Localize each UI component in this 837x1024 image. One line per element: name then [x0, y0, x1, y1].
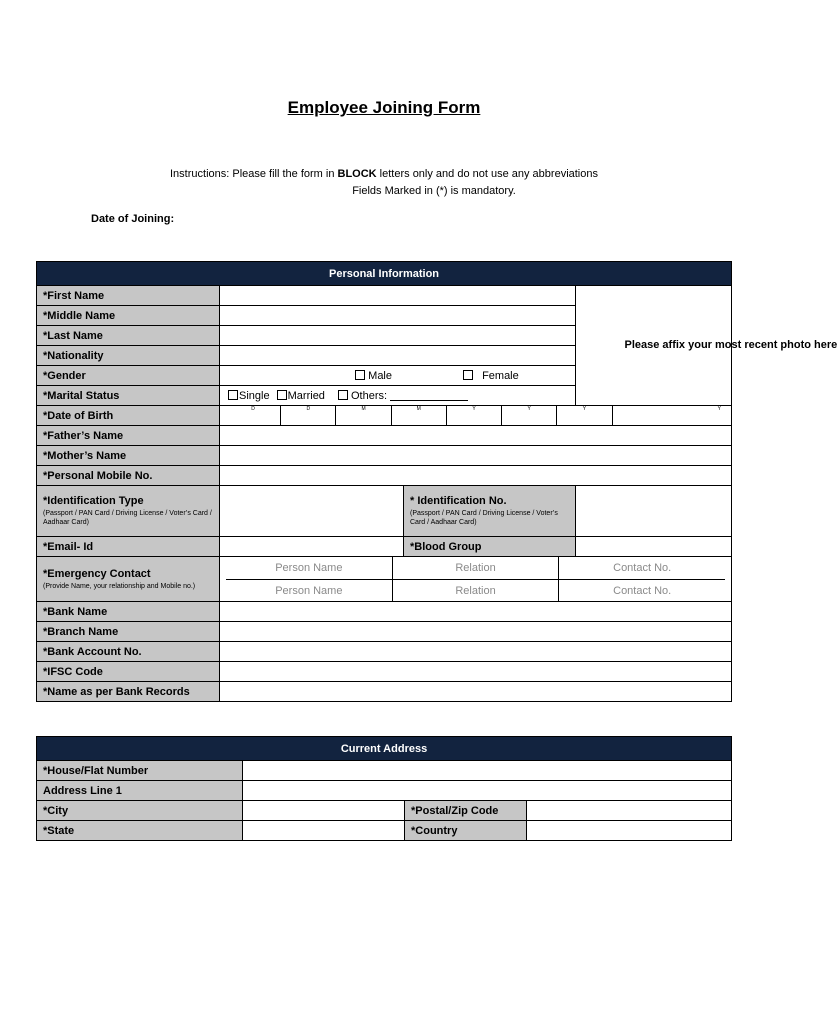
id-no-title: * Identification No. [410, 495, 507, 507]
middle-name-field[interactable] [220, 306, 576, 326]
blood-group-label: *Blood Group [404, 537, 576, 557]
female-label: Female [482, 369, 519, 382]
dob-year-4[interactable]: Y [717, 406, 721, 412]
others-label: Others: [351, 389, 388, 402]
male-checkbox[interactable] [355, 370, 365, 380]
dob-year-1[interactable]: Y [447, 406, 502, 425]
nationality-label: *Nationality [37, 346, 220, 366]
father-name-label: *Father’s Name [37, 426, 220, 446]
branch-name-field[interactable] [220, 622, 732, 642]
mother-name-field[interactable] [220, 446, 732, 466]
branch-name-label: *Branch Name [37, 622, 220, 642]
single-label: Single [239, 389, 270, 402]
marital-status-field [220, 386, 576, 406]
id-no-label [404, 486, 576, 537]
emergency-contact-field [220, 557, 732, 602]
city-label: *City [37, 801, 243, 821]
married-label: Married [287, 389, 325, 402]
others-checkbox[interactable] [338, 390, 348, 400]
dob-year-3[interactable]: Y [557, 406, 612, 425]
house-field[interactable] [243, 761, 732, 781]
email-label: *Email- Id [37, 537, 220, 557]
emergency-contact-note: (Provide Name, your relationship and Mobile no.) [43, 582, 196, 590]
name-bank-label: *Name as per Bank Records [37, 682, 220, 702]
id-no-note: (Passport / PAN Card / Driving License / Voter’s Card / Aadhaar Card) [410, 510, 558, 526]
date-of-joining-label: Date of Joining: [91, 213, 175, 225]
id-type-note: (Passport / PAN Card / Driving License / Voter’s Card / Aadhaar Card) [43, 510, 212, 526]
address-line1-field[interactable] [243, 781, 732, 801]
instructions-suffix: letters only and do not use any abbreviations [376, 168, 598, 180]
dob-month-2[interactable]: M [392, 406, 447, 425]
current-address-header: Current Address [37, 737, 732, 761]
ifsc-label: *IFSC Code [37, 662, 220, 682]
bank-account-field[interactable] [220, 642, 732, 662]
married-checkbox[interactable] [277, 390, 287, 400]
name-bank-field[interactable] [220, 682, 732, 702]
mobile-label: *Personal Mobile No. [37, 466, 220, 486]
photo-box [576, 286, 837, 406]
mother-name-label: *Mother’s Name [37, 446, 220, 466]
dob-day-2[interactable]: D [281, 406, 336, 425]
bank-name-field[interactable] [220, 602, 732, 622]
emergency-contact-2[interactable]: Contact No. [558, 580, 725, 601]
country-label: *Country [405, 821, 527, 841]
house-label: *House/Flat Number [37, 761, 243, 781]
father-name-field[interactable] [220, 426, 732, 446]
id-type-field[interactable] [220, 486, 404, 537]
ifsc-field[interactable] [220, 662, 732, 682]
gender-label: *Gender [37, 366, 220, 386]
dob-field[interactable] [220, 406, 732, 426]
single-checkbox[interactable] [228, 390, 238, 400]
personal-information-table [36, 261, 837, 702]
current-address-table [36, 736, 732, 841]
emergency-contact-title: *Emergency Contact [43, 567, 151, 580]
last-name-field[interactable] [220, 326, 576, 346]
instructions-bold: BLOCK [337, 168, 377, 180]
state-label: *State [37, 821, 243, 841]
middle-name-label: *Middle Name [37, 306, 220, 326]
nationality-field[interactable] [220, 346, 576, 366]
photo-note: Please affix your most recent photo here [624, 339, 837, 351]
first-name-label: *First Name [37, 286, 220, 306]
mobile-field[interactable] [220, 466, 732, 486]
dob-year-2[interactable]: Y [502, 406, 557, 425]
id-no-field[interactable] [576, 486, 732, 537]
personal-information-header: Personal Information [37, 262, 732, 286]
dob-month-1[interactable]: M [336, 406, 391, 425]
postal-field[interactable] [527, 801, 732, 821]
blood-group-field[interactable] [576, 537, 732, 557]
others-line[interactable] [390, 390, 468, 401]
emergency-person-2[interactable]: Person Name [275, 584, 343, 597]
emergency-contact-1[interactable]: Contact No. [558, 557, 725, 579]
marital-status-label: *Marital Status [37, 386, 220, 406]
state-field[interactable] [243, 821, 405, 841]
form-title: Employee Joining Form [287, 98, 481, 117]
email-field[interactable] [220, 537, 404, 557]
address-line1-label: Address Line 1 [37, 781, 243, 801]
emergency-relation-1[interactable]: Relation [392, 557, 559, 579]
bank-account-label: *Bank Account No. [37, 642, 220, 662]
emergency-relation-2[interactable]: Relation [392, 580, 559, 601]
mandatory-note: Fields Marked in (*) is mandatory. [352, 185, 516, 197]
dob-day-1[interactable]: D [226, 406, 281, 425]
last-name-label: *Last Name [37, 326, 220, 346]
female-checkbox[interactable] [463, 370, 473, 380]
male-label: Male [368, 369, 392, 382]
id-type-title: *Identification Type [43, 495, 144, 507]
bank-name-label: *Bank Name [37, 602, 220, 622]
emergency-contact-label [37, 557, 220, 602]
country-field[interactable] [527, 821, 732, 841]
instructions-prefix: Instructions: Please fill the form in [170, 168, 338, 180]
first-name-field[interactable] [220, 286, 576, 306]
dob-label: *Date of Birth [37, 406, 220, 426]
instructions [0, 166, 768, 200]
gender-field [220, 366, 576, 386]
city-field[interactable] [243, 801, 405, 821]
emergency-person-1[interactable]: Person Name [275, 562, 343, 574]
postal-label: *Postal/Zip Code [405, 801, 527, 821]
id-type-label [37, 486, 220, 537]
